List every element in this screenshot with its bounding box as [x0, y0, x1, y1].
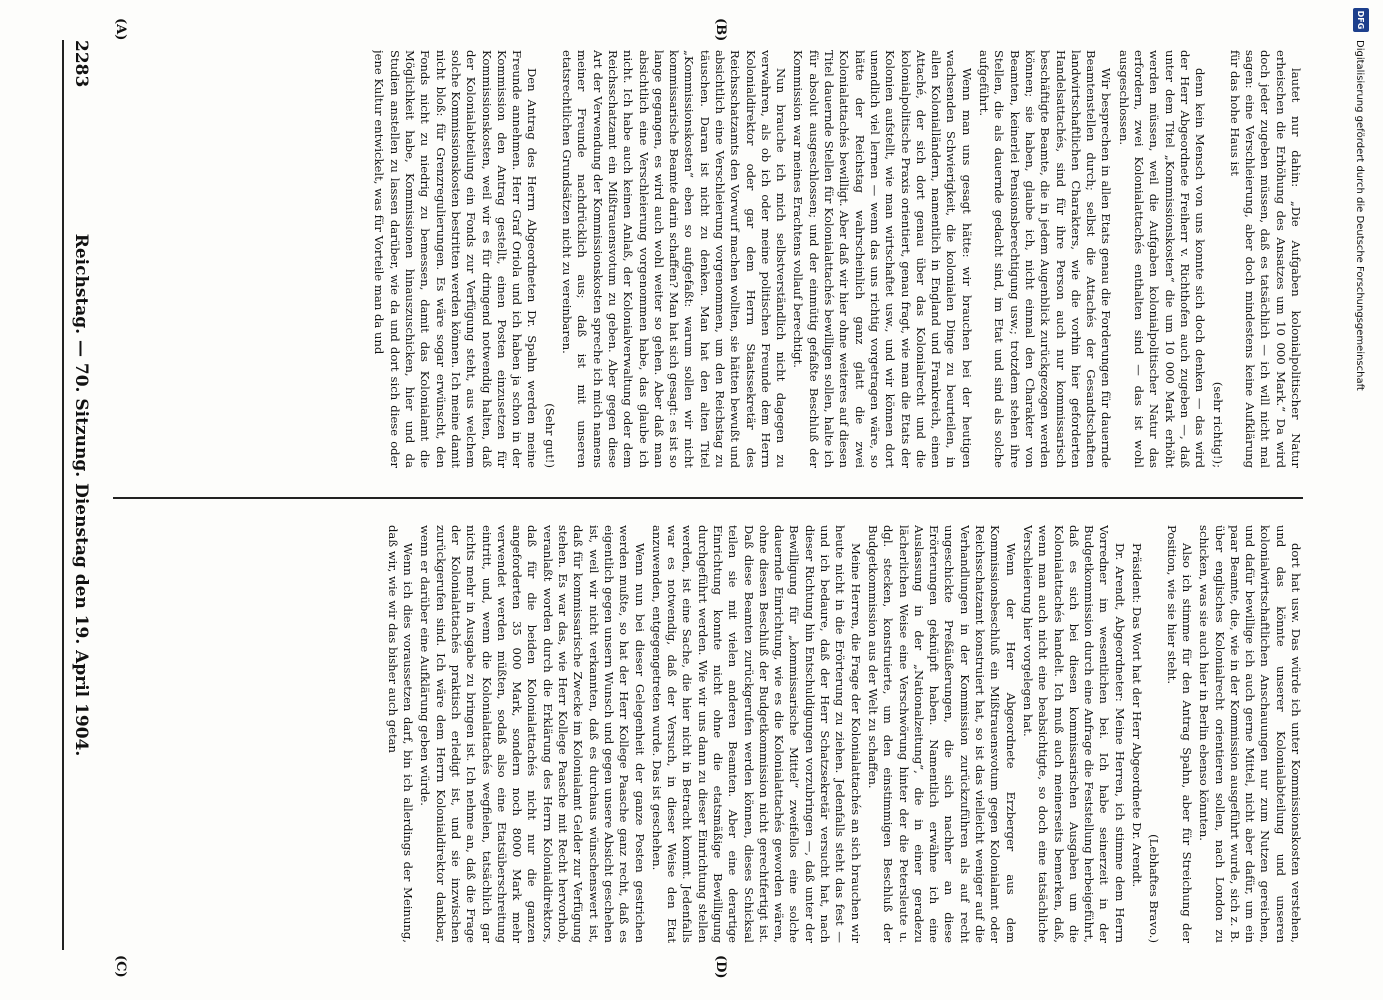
interjection: (Lebhaftes Bravo.): [1147, 834, 1162, 943]
paragraph: Wenn ich dies voraussetzen darf, bin ich allerdings der Meinung, daß wir, wie wir das bisher auch getan: [385, 525, 416, 943]
page-number: 2283: [71, 40, 91, 88]
margin-marker-a: (A): [113, 18, 128, 41]
paragraph: Wenn man uns gesagt hätte: wir brauchen bei der heutigen wachsenden Schwierigkeit, die kolonialen Dinge zu beurteilen, in allen Kolonialländern, namentlich in England und Frankreich, einen Attaché, der sich dort genau über das Kolonialrecht und die kolonialpolitische Praxis orientiert, genau fragt, wie man die Etats der Kolonien aufstellt, wie man wirtschaftet usw., und wir können dort unendlich viel lernen — wenn das uns richtig vorgetragen wäre, so hätte der Reichstag wahrscheinlich ganz glatt die zwei Kolonialattachés bewilligt. Aber daß wir hier ohne weiteres auf diesen Titel dauernde Stellen für Kolonialattachés bewilligen sollen, halte ich für absolut ausgeschlossen; und der einmütig gefaßte Beschluß der Kommission war meines Erachtens vollauf berechtigt.: [791, 50, 974, 468]
page-header: [62, 40, 98, 950]
paragraph: Wenn nun bei dieser Gelegenheit der ganze Posten gestrichen werden mußte, so hat der Herr Kollege Paasche ganz recht, daß es eigentlich gegen unsern Wunsch und gegen unsere Absicht geschehen ist, weil wir nicht verkannten, daß es durchaus wünschenswert ist, daß für kommissarische Zwecke im Kolonialamt Gelder zur Verfügung stehen. Es war das, wie Herr Kollege Paasche mit Recht hervorhob, veranlaßt worden durch die Erklärung des Herrn Kolonialdirektors, daß für die beiden Kolonialattachés nicht nur die ganzen angeforderten 35 000 Mark, sondern noch 8000 Mark mehr verwendet werden müßten, sodaß also eine Etatsüberschreitung eintritt, und, wenn die Kolonialattachés wegfielen, tatsächlich gar nichts mehr in Ausgabe zu bringen ist. Ich nehme an, daß die Frage der Kolonialattachés praktisch erledigt ist, und sie inzwischen zurückgerufen sind. Ich wäre dem Herrn Kolonialdirektor dankbar, wenn er darüber eine Aufklärung geben würde.: [418, 525, 647, 943]
margin-marker-c: (C): [113, 955, 128, 978]
paragraph: Wir besprechen in allen Etats genau die Forderungen für dauernde Beamtenstellen durch; selbst die Attachés der Gesandtschaften landwirtschaftlichen Charakters, wie die vorhin hier geforderten Handelsattachés, sind für ihre Person auch nur kommissarisch beschäftigte Beamte, die in jedem Augenblick zurückgezogen werden können; sie haben, glaube ich, nicht einmal den Charakter von Beamten, keinerlei Pensionsberechtigung usw.; trotzdem stehen ihre Stellen, die als dauernde gedacht sind, im Etat und sind als solche aufgeführt.: [977, 50, 1114, 468]
text-column-left: [113, 50, 1303, 468]
margin-marker-b: (B): [713, 18, 728, 42]
paragraph: denn kein Mensch von uns konnte sich doch denken — das wird der Herr Abgeordnete Freiherr v. Richthofen auch zugeben —, daß unter dem Titel „Kommissionskosten“ die um 10 000 Mark erhöht werden müssen, weil die Aufgaben kolonialpolitischer Natur das erfordern, zwei Kolonialattachés enthalten sind — das ist wohl ausgeschlossen.: [1116, 50, 1208, 468]
interjection: (sehr richtig!);: [1210, 381, 1225, 468]
interjection: (Sehr gut!): [542, 403, 557, 468]
paragraph: dort hat usw. Das würde ich unter Kommissionskosten verstehen, und das könnte unserer Kolonialabteilung und unseren kolonialwirtschaftlichen Anschauungen nur zum Nutzen gereichen, und dafür bewillige ich auch gerne Mittel, nicht aber dafür, um ein paar Beamte, die, wie in der Kommission ausgeführt wurde, sich z. B. über englisches Kolonialrecht orientieren sollen, nach London zu schicken, was sie auch hier in Berlin ebenso könnten.: [1197, 525, 1303, 943]
speaker-paragraph: Dr. Arendt, Abgeordneter: Meine Herren, ich stimme dem Herrn Vorredner im wesentlichen bei. Ich habe seinerzeit in der Budgetkommission durch eine Anfrage die Feststellung herbeigeführt, daß es sich bei diesen kommissarischen Ausgaben um die Kolonialattachés handelt. Ich muß auch meinerseits bemerken, daß, wenn man auch nicht eine beabsichtigte, so doch eine tatsächliche Verschleierung hier vorgelegen hat.: [1020, 525, 1127, 943]
paragraph: lautet nur dahin: „Die Aufgaben kolonialpolitischer Natur erheischen die Erhöhung des Ansatzes um 10 000 Mark.“ Da wird doch jeder zugeben müssen, daß es tatsächlich — ich will nicht mal sagen: eine Verschleierung, aber doch mindestens keine Aufklärung für das hohe Haus ist: [1227, 50, 1303, 468]
text-column-right: [113, 525, 1303, 943]
column-divider: [113, 497, 1303, 499]
paragraph: Wenn der Herr Abgeordnete Erzberger aus dem Kommissionsbeschluß ein Mißtrauensvotum gegen Kolonialamt oder Reichsschatzamt konstruiert hat, so ist das vielleicht weniger auf die Verhandlungen in der Kommission zurückzuführen als auf recht ungeschickte Preßäußerungen, die sich nachher an diese Erörterungen geknüpft haben. Namentlich erwähne ich eine Auslassung in der „Nationalzeitung“, die in einer geradezu lächerlichen Weise eine Verschwörung hinter der die Petersleute u. dgl. stecken, konstruierte, um den einstimmigen Beschluß der Budgetkommission aus der Welt zu schaffen.: [865, 525, 1018, 943]
paragraph: Den Antrag des Herrn Abgeordneten Dr. Spahn werden meine Freunde annehmen. Herr Graf Oriola und ich haben ja schon in der Kommission den Antrag gestellt, einen Posten einzusetzen für Kommissionskosten, weil wir es für dringend notwendig halten, daß der Kolonialabteilung ein Fonds zur Verfügung steht, aus welchem solche Kommissionskosten bestritten werden können. Ich meine damit nicht bloß: für Grenzregulierungen. Es wäre sogar erwünscht, den Fonds nicht zu niedrig zu bemessen, damit das Kolonialamt die Möglichkeit habe, Kommissionen hinauszuschicken, hier und da Studien anstellen zu lassen darüber, wie da und dort sich diese oder jene Kultur entwickelt, was für Vorteile man da und: [372, 50, 540, 468]
margin-marker-d: (D): [713, 955, 728, 979]
speaker-paragraph: Präsident: Das Wort hat der Herr Abgeordnete Dr. Arendt.: [1130, 543, 1145, 888]
dfg-logo: DFG: [1353, 8, 1369, 32]
paragraph: Also ich stimme für den Antrag Spahn, aber für Streichung der Position, wie sie hier steht.: [1164, 525, 1194, 943]
page-title: Reichstag. — 70. Sitzung. Dienstag den 19. April 1904.: [71, 233, 91, 757]
paragraph: Meine Herren, die Frage der Kolonialattachés an sich brauchen wir heute nicht in die Erörterung zu ziehen. Jedenfalls steht das fest — und ich bedaure, daß der Herr Schatzsekretär versucht hat, nach dieser Richtung hin Entschuldigungen vorzubringen —, daß unter der Bewilligung für „kommissarische Mittel“ zweifellos eine solche dauernde Einrichtung, wie es die Kolonialattachés geworden wären, ohne diesen Beschluß der Budgetkommission nicht gerechtfertigt ist. Daß diese Beamten zurückgerufen werden können, dieses Schicksal teilen sie mit vielen anderen Beamten. Aber eine derartige Einrichtung konnte nicht ohne die etatsmäßige Bewilligung durchgeführt werden. Wie wir uns dann zu dieser Einrichtung stellen werden, ist eine Sache, die hier nicht in Betracht kommt. Jedenfalls war es notwendig, daß der Versuch, in dieser Weise den Etat anzuwenden, entgegengetreten wurde. Das ist geschehen.: [649, 525, 863, 943]
digitization-credit: Digitalisierung gefördert durch die Deutsche Forschungsgemeinschaft: [1354, 40, 1365, 391]
paragraph: Nun brauche ich mich selbstverständlich nicht dagegen zu verwahren, als ob ich oder meine politischen Freunde dem Herrn Kolonialdirektor oder gar dem Herrn Staatssekretär des Reichsschatzamts den Vorwurf machen wollten, sie hätten bewußt und absichtlich eine Verschleierung vorgenommen, um den Reichstag zu täuschen. Daran ist nicht zu denken. Man hat den alten Titel „Kommissionskosten“ eben so aufgefaßt: warum sollen wir nicht kommissarische Beamte darin schaffen? Man hat sich gesagt: es ist so lange gegangen, es wird auch wohl weiter so gehen. Aber daß man absichtlich eine Verschleierung vorgenommen habe, das glaube ich nicht. Ich habe auch keinen Anlaß, der Kolonialverwaltung oder dem Reichsschatzamt ein Mißtrauensvotum zu geben. Aber gegen diese Art der Verwendung der Kommissionskosten spreche ich mich namens meiner Freunde nachdrücklich aus; daß ist mit unseren etatsrechtlichen Grundsätzen nicht zu vereinbaren.: [560, 50, 789, 468]
